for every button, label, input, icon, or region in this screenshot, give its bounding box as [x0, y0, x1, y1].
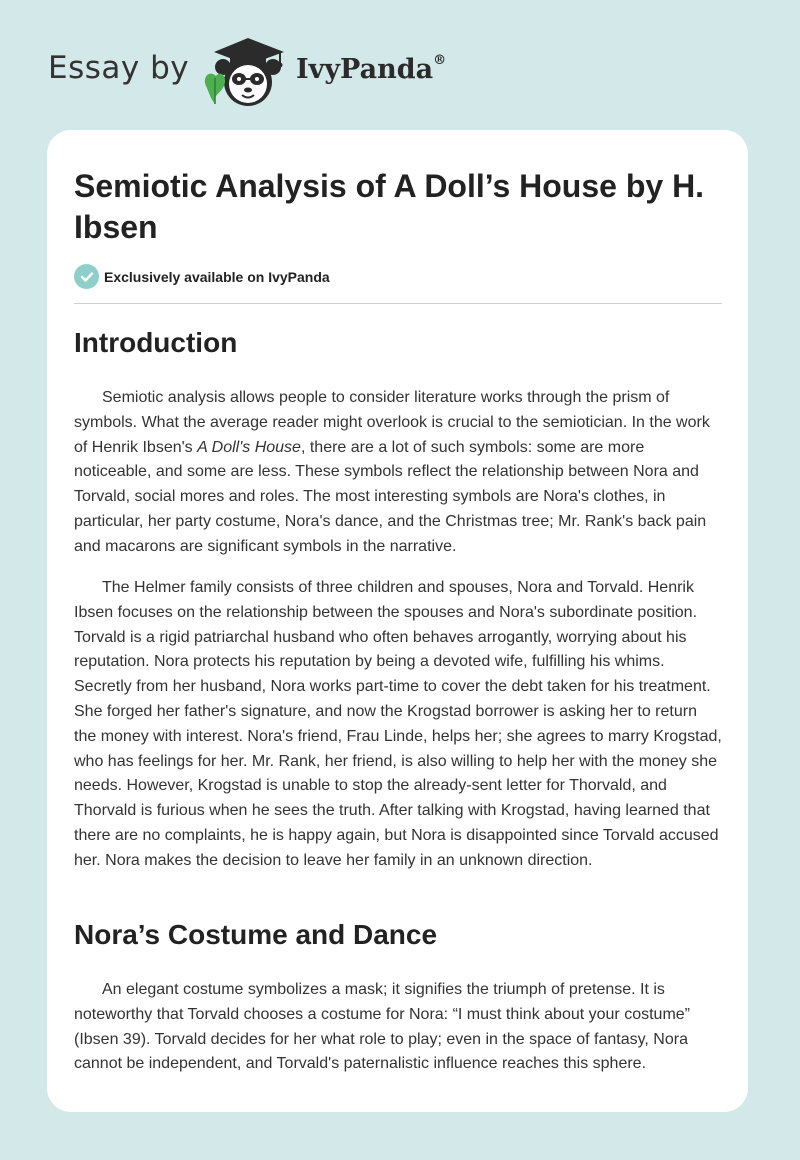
- essay-by-label: Essay by: [48, 50, 190, 86]
- essay-title: Semiotic Analysis of A Doll’s House by H. Ibsen: [74, 168, 705, 245]
- section-heading-costume: Nora’s Costume and Dance: [74, 919, 438, 950]
- section-heading-introduction: Introduction: [74, 327, 238, 358]
- exclusive-badge: [74, 264, 330, 289]
- checkmark-icon: [74, 264, 99, 289]
- ivypanda-logo-icon: [200, 34, 295, 109]
- essay-card: [47, 130, 748, 1112]
- badge-label: Exclusively available on IvyPanda: [104, 268, 330, 285]
- paragraph-costume-1: An elegant costume symbolizes a mask; it signifies the triumph of pretense. It is noteworthy that Torvald chooses a costume for Nora: “I must think about your costume” (Ibsen 39). Torvald decides for her what role to play; even in the space of fantasy, Nora cannot be independent, and Torvald's paternalistic influence reaches this sphere.: [74, 981, 690, 1073]
- brand-name[interactable]: IvyPanda®: [296, 53, 447, 85]
- divider: [74, 303, 722, 304]
- site-header: [0, 0, 800, 130]
- paragraph-intro-2: The Helmer family consists of three children and spouses, Nora and Torvald. Henrik Ibsen focuses on the relationship between the spouses and Nora's subordinate position. Torvald is a rigid patriarchal husband who often behaves arrogantly, worrying about his reputation. Nora protects his reputation by being a devoted wife, fulfilling his whims. Secretly from her husband, Nora works part-time to cover the debt taken for his treatment. She forged her father's signature, and now the Krogstad borrower is asking her to return the money with interest. Nora's friend, Frau Linde, helps her; she agrees to marry Krogstad, who has feelings for her. Mr. Rank, her friend, is also willing to help her with the money she needs. However, Krogstad is unable to stop the already-sent letter for Thorvald, and Thorvald is furious when he sees the truth. After talking with Krogstad, having learned that there are no complaints, he is happy again, but Nora is disappointed since Torvald accused her. Nora makes the decision to leave her family in an unknown direction.: [74, 579, 722, 869]
- paragraph-intro-1: Semiotic analysis allows people to consider literature works through the prism of symbols. What the average reader might overlook is crucial to the semiotician. In the work of Henrik Ibsen's A Doll's House, there are a lot of such symbols: some are more noticeable, and some are less. These symbols reflect the relationship between Nora and Torvald, social mores and roles. The most interesting symbols are Nora's clothes, in particular, her party costume, Nora's dance, and the Christmas tree; Mr. Rank's back pain and macarons are significant symbols in the narrative.: [74, 389, 710, 555]
